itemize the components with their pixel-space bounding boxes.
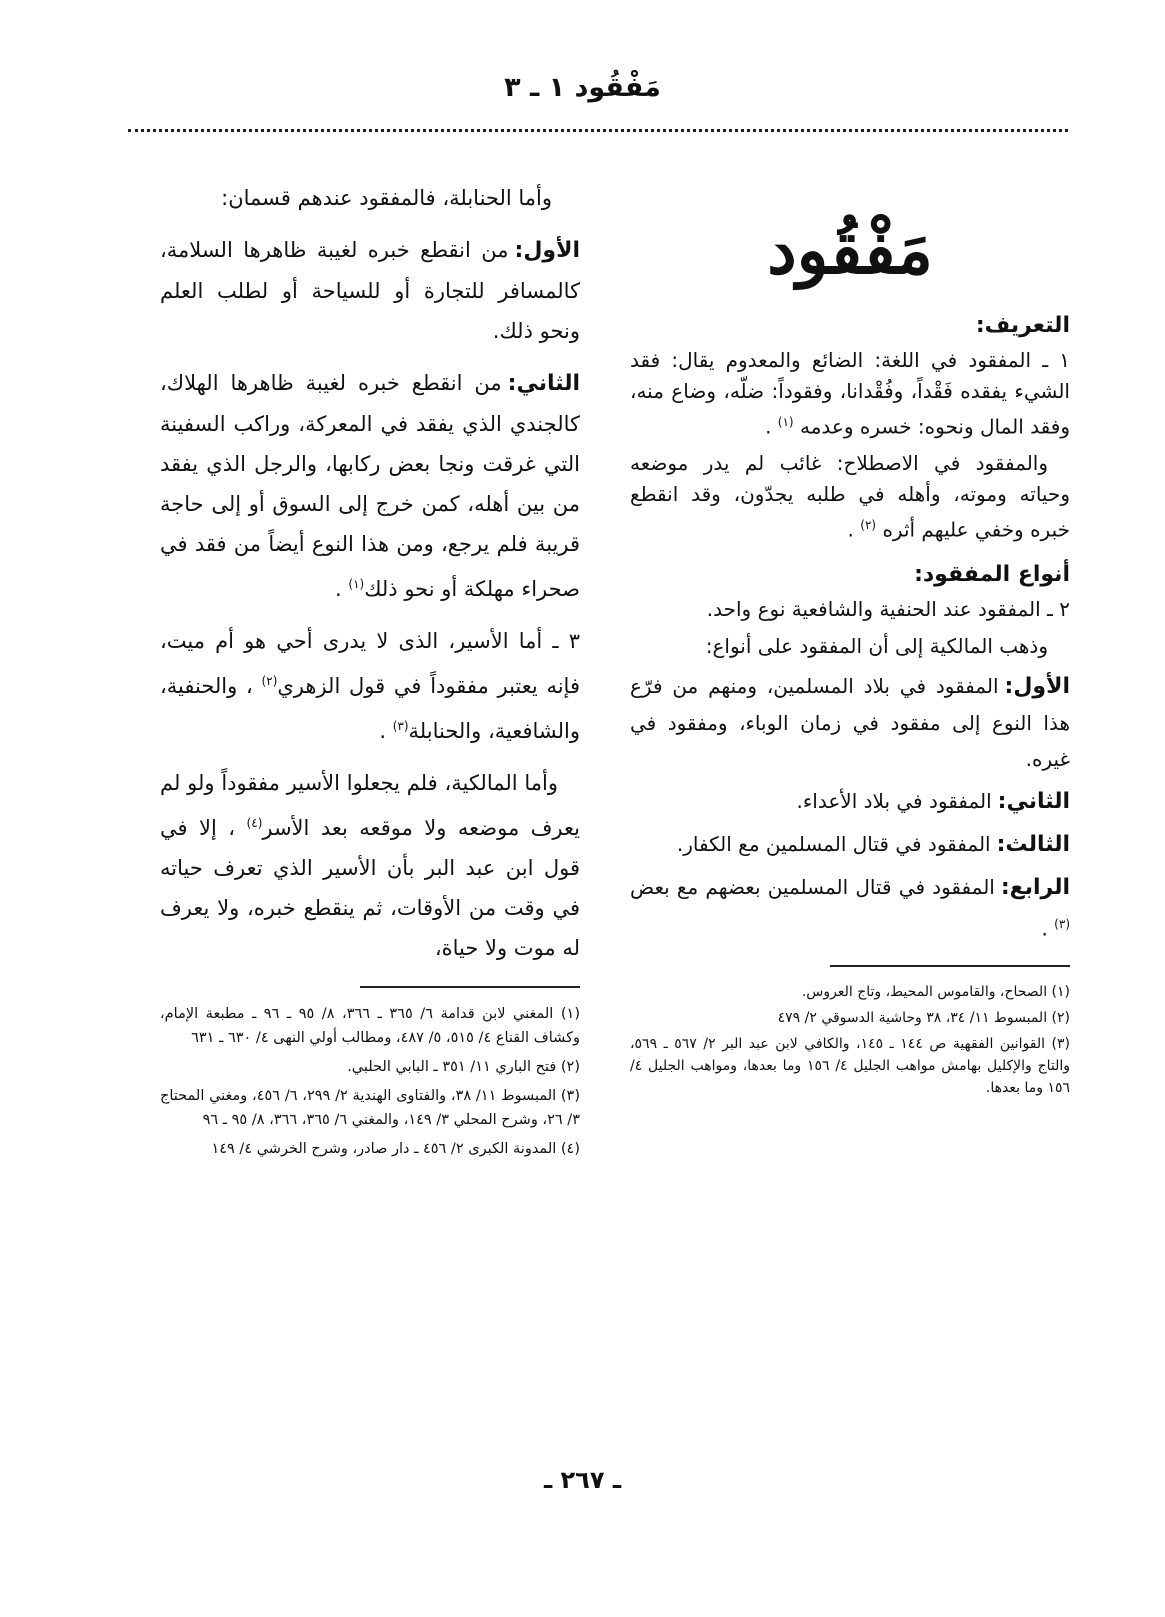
footnote-ref: (١) [777, 414, 794, 429]
part-first: الأول:من انقطع خبره لغيبة ظاهرها السلامة، كالمسافر للتجارة أو للسياحة أو لطلب العلم ونحو ذلك. [160, 238, 580, 343]
left-column [160, 178, 580, 1166]
dotted-divider [128, 129, 1068, 132]
maliki-captive-paragraph: وأما المالكية، فلم يجعلوا الأسير مفقوداً ولو لم يعرف موضعه ولا موقعه بعد الأسر$^{(٤)}$ ، إلا في قول ابن عبد البر بأن الأسير الذي تعرف حياته في وقت من الأوقات، ثم ينقطع خبره، ولا يعرف له موت ولا حياة، [160, 771, 580, 960]
footnote: (٢) المبسوط ١١/ ٣٤، ٣٨ وحاشية الدسوقي ٢/ ٤٧٩ [777, 1009, 1070, 1026]
types-heading: أنواع المفقود: [914, 561, 1070, 587]
entry-title: مَفْقُود [767, 211, 933, 289]
terminology-paragraph: والمفقود في الاصطلاح: غائب لم يدر موضعه وحياته وموته، وأهله في طلبه يجدّون، وقد انقطع خبره وخفي عليهم أثره $^{(٢)}$ . [630, 451, 1070, 542]
right-column [630, 178, 1070, 1103]
part-second: الثاني:من انقطع خبره لغيبة ظاهرها الهلاك، كالجندي الذي يفقد في المعركة، وراكب السفينة التي غرقت ونجا بعض ركابها، والرجل الذي يفقد من بين أهله، كمن خرج إلى السوق أو إلى حاجة قريبة فلم يرجع، ومن هذا النوع أيضاً من فقد في صحراء مهلكة أو نحو ذلك$^{(١)}$ . [160, 371, 580, 601]
type-third: الثالث:المفقود في قتال المسلمين مع الكفار. [676, 831, 1070, 857]
footnote-ref: (٢) [261, 674, 278, 688]
footnote: (٣) القوانين الفقهية ص ١٤٤ ـ ١٤٥، والكافي لابن عبد البر ٢/ ٥٦٧ ـ ٥٦٩، والتاج والإكليل بهامش مواهب الجليل ٤/ ١٥٦ وما بعدها، ومواهب الجليل ٤/ ١٥٦ وما بعدها. [630, 1035, 1071, 1096]
footnote-ref: (٢) [860, 518, 877, 533]
maliki-paragraph: وذهب المالكية إلى أن المفقود على أنواع: [705, 633, 1048, 658]
hanbali-intro: وأما الحنابلة، فالمفقود عندهم قسمان: [221, 186, 552, 210]
types-paragraph: ٢ ـ المفقود عند الحنفية والشافعية نوع واحد. [706, 596, 1070, 621]
footnote-ref: (٣) [1054, 916, 1070, 931]
captive-paragraph: ٣ ـ أما الأسير، الذى لا يدرى أحي هو أم ميت، فإنه يعتبر مفقوداً في قول الزهري$^{(٢)}$ ، والحنفية، والشافعية، والحنابلة$^{(٣)}$ . [160, 629, 580, 743]
footnote: (١) الصحاح، والقاموس المحيط، وتاج العروس. [801, 983, 1070, 1000]
type-first: الأول:المفقود في بلاد المسلمين، ومنهم من فرّع هذا النوع إلى مفقود في زمان الوباء، ومفقود في غيره. [630, 673, 1070, 771]
footnote: (٣) المبسوط ١١/ ٣٨، والفتاوى الهندية ٢/ ٢٩٩، ٦/ ٤٥٦، ومغني المحتاج ٣/ ٢٦، وشرح المحلي ٣/ ١٤٩، والمغني ٦/ ٣٦٥، ٣٦٦، ٨/ ٩٥ ـ ٩٦ [160, 1088, 581, 1128]
footnote-divider [360, 986, 580, 988]
definition-heading: التعريف: [975, 312, 1070, 338]
footnote-ref: (٣) [392, 719, 409, 733]
type-second: الثاني:المفقود في بلاد الأعداء. [796, 788, 1070, 814]
page-number: ـ ٢٦٧ ـ [543, 1466, 622, 1494]
running-head: مَفْقُود ١ ـ ٣ [504, 72, 661, 103]
footnote: (٤) المدونة الكبرى ٢/ ٤٥٦ ـ دار صادر، وشرح الخرشي ٤/ ١٤٩ [211, 1141, 580, 1157]
footnote-ref: (٤) [246, 816, 263, 830]
type-fourth: الرابع:المفقود في قتال المسلمين بعضهم مع بعض $^{(٣)}$ . [630, 874, 1070, 941]
footnote-ref: (١) [348, 577, 365, 591]
footnote: (١) المغني لابن قدامة ٦/ ٣٦٥ ـ ٣٦٦، ٨/ ٩٥ ـ ٩٦ ـ مطبعة الإمام، وكشاف القناع ٤/ ٥١٥، ٥/ ٤٨٧، ومطالب أولي النهى ٤/ ٦٣٠ ـ ٦٣١ [160, 1006, 580, 1046]
definition-paragraph: ١ ـ المفقود في اللغة: الضائع والمعدوم يقال: فقد الشيء يفقده فَقْداً، وفُقْدانا، وفقوداً: ضلّه، وضاع منه، وفقد المال ونحوه: خسره وعدمه $^{(١)}$ . [630, 347, 1070, 439]
footnote-divider [830, 965, 1070, 967]
footnote: (٢) فتح الباري ١١/ ٣٥١ ـ البابي الحلبي. [347, 1059, 580, 1075]
